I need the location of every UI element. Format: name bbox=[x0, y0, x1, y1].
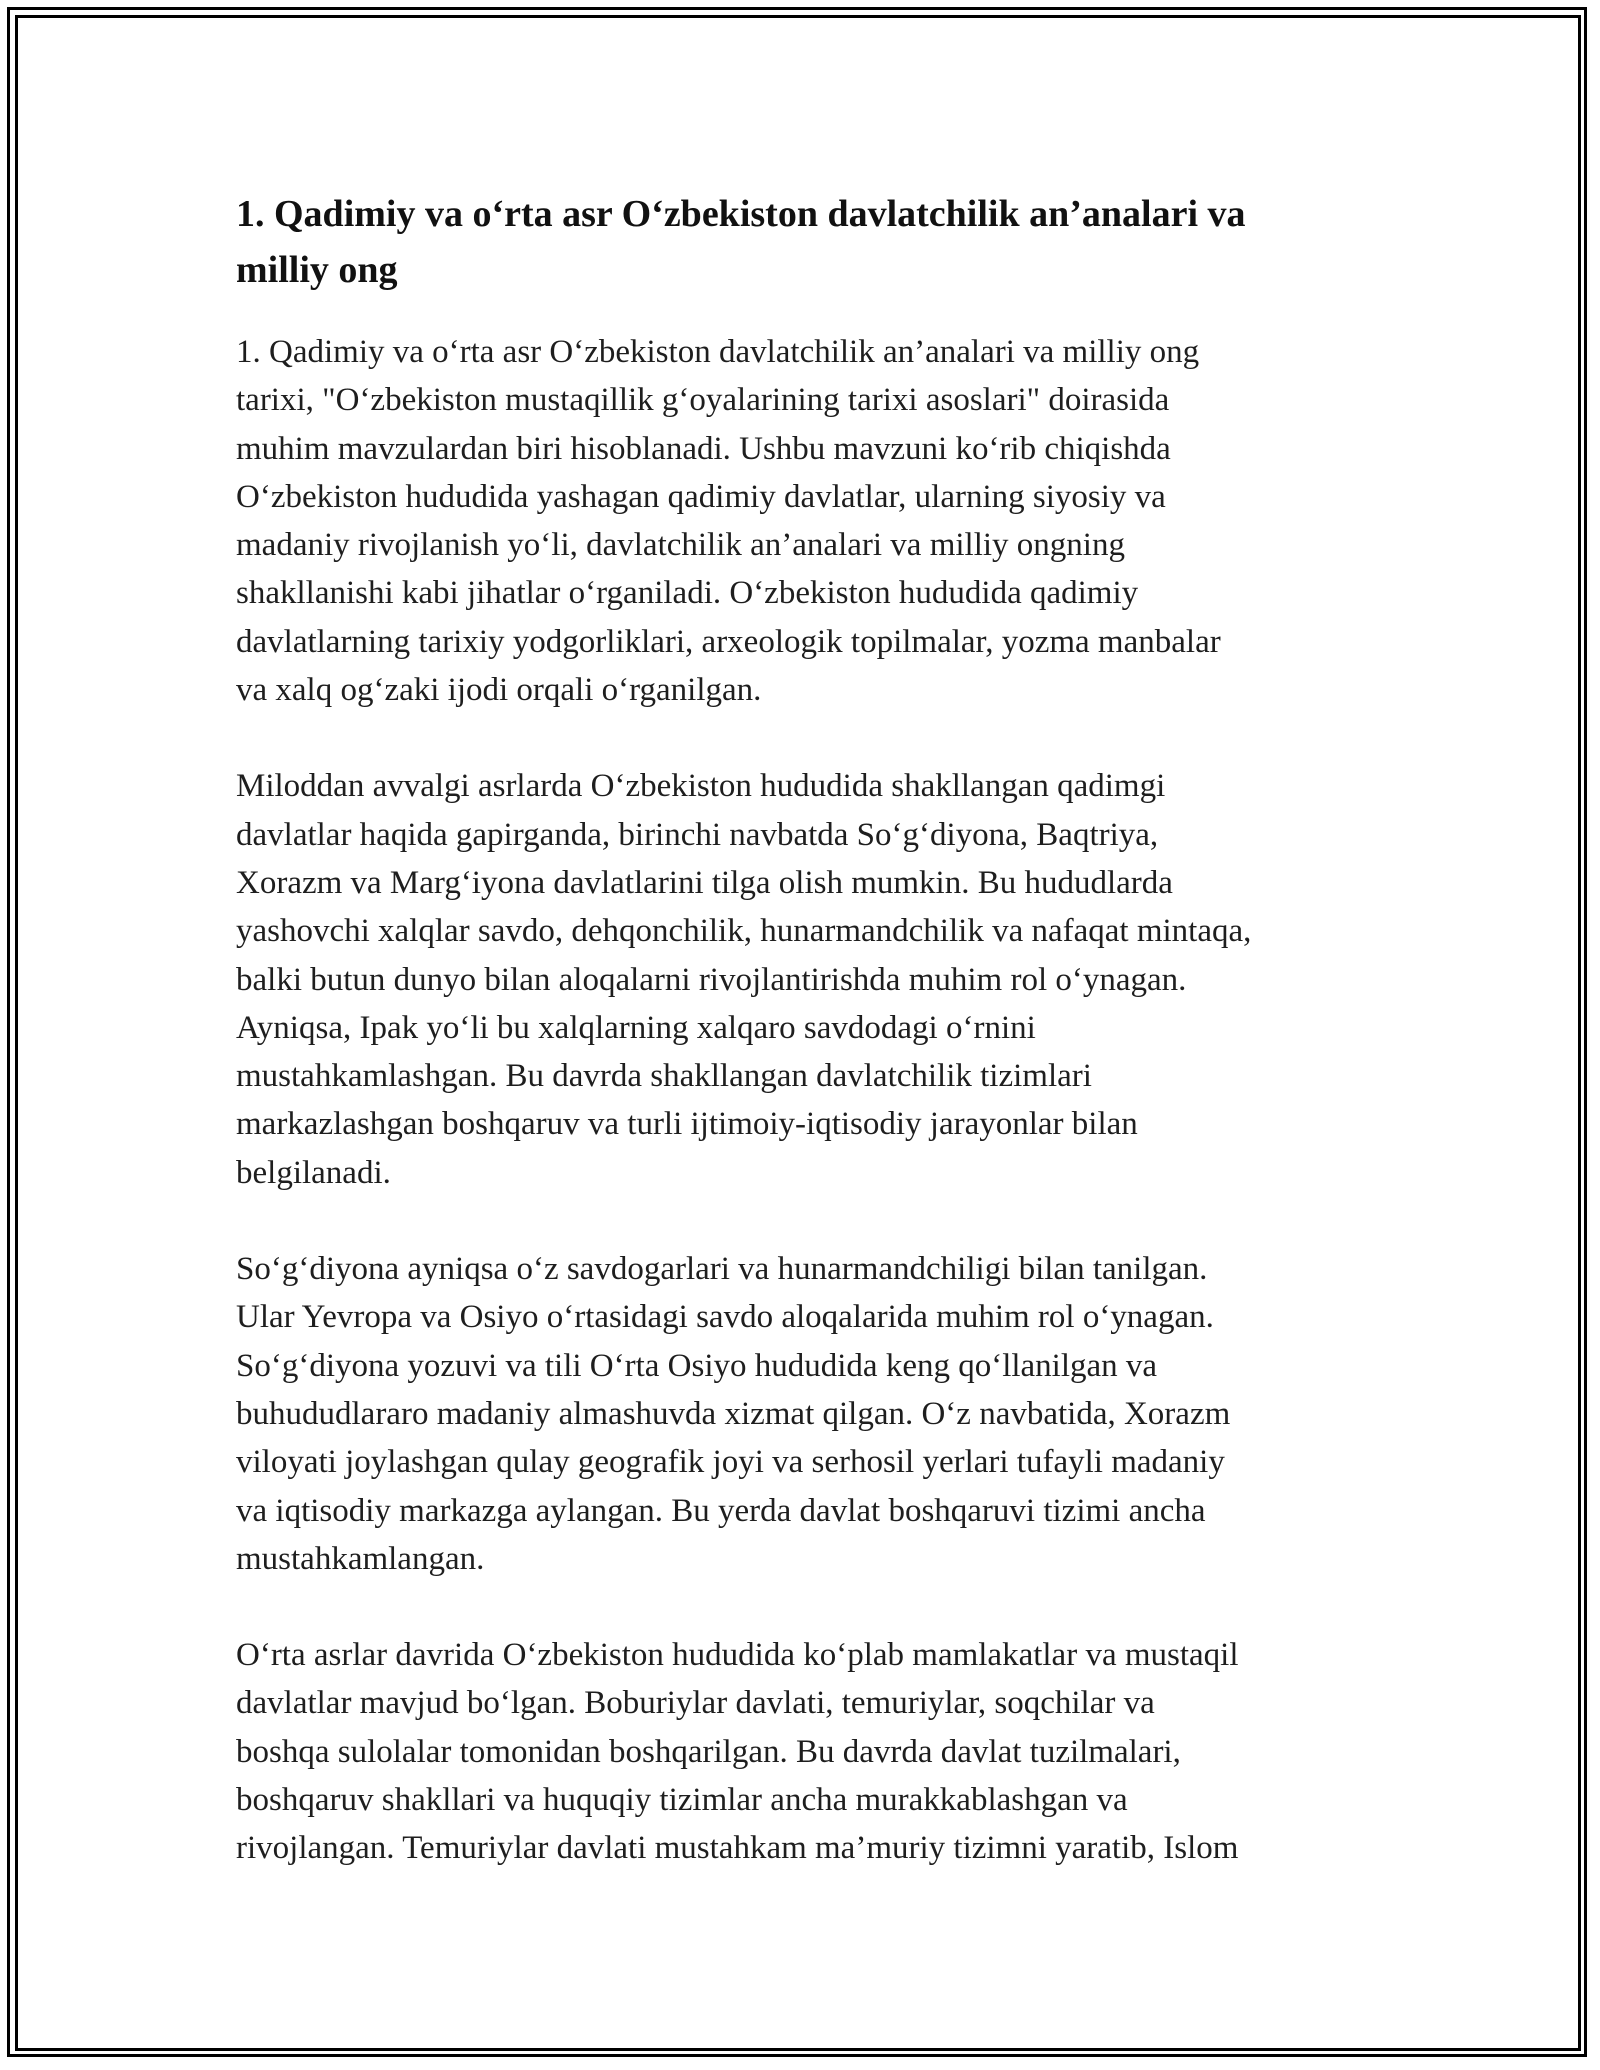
text-line: 1. Qadimiy va o‘rta asr O‘zbekiston davlatchilik an’analari va milliy ong bbox=[236, 334, 1200, 370]
text-line: rivojlangan. Temuriylar davlati mustahkam ma’muriy tizimni yaratib, Islom bbox=[236, 1830, 1239, 1867]
text-line: O‘zbekiston hududida yashagan qadimiy davlatlar, ularning siyosiy va bbox=[236, 478, 1166, 515]
text-line: viloyati joylashgan qulay geografik joyi va serhosil yerlari tufayli madaniy bbox=[236, 1444, 1225, 1481]
text-line: So‘g‘diyona ayniqsa o‘z savdogarlari va hunarmandchiligi bilan tanilgan. bbox=[236, 1251, 1208, 1288]
text-line: muhim mavzulardan biri hisoblanadi. Ushbu mavzuni ko‘rib chiqishda bbox=[236, 430, 1171, 467]
text-line: boshqaruv shakllari va huquqiy tizimlar ancha murakkablashgan va bbox=[236, 1782, 1128, 1819]
text-line: balki butun dunyo bilan aloqalarni rivojlantirishda muhim rol o‘ynagan. bbox=[236, 961, 1187, 998]
text-line: yashovchi xalqlar savdo, dehqonchilik, hunarmandchilik va nafaqat mintaqa, bbox=[236, 913, 1252, 950]
paragraph bbox=[236, 328, 1376, 714]
text-line: Ular Yevropa va Osiyo o‘rtasidagi savdo aloqalarida muhim rol o‘ynagan. bbox=[236, 1299, 1214, 1336]
text-line: va iqtisodiy markazga aylangan. Bu yerda davlat boshqaruvi tizimi ancha bbox=[236, 1492, 1206, 1529]
text-line: davlatlar haqida gapirganda, birinchi navbatda So‘g‘diyona, Baqtriya, bbox=[236, 816, 1159, 853]
text-line: tarixi, "O‘zbekiston mustaqillik g‘oyalarining tarixi asoslari" doirasida bbox=[236, 382, 1170, 419]
text-line: davlatlar mavjud bo‘lgan. Boburiylar davlati, temuriylar, soqchilar va bbox=[236, 1685, 1155, 1722]
title-line: 1. Qadimiy va o‘rta asr O‘zbekiston davlatchilik an’analari va bbox=[236, 193, 1246, 235]
text-line: buhududlararo madaniy almashuvda xizmat qilgan. O‘z navbatida, Xorazm bbox=[236, 1395, 1231, 1432]
paragraph bbox=[236, 762, 1376, 1197]
document-body bbox=[236, 328, 1376, 1873]
paragraph bbox=[236, 1631, 1376, 1872]
text-line: Ayniqsa, Ipak yo‘li bu xalqlarning xalqaro savdodagi o‘rnini bbox=[236, 1009, 1036, 1046]
text-line: Miloddan avvalgi asrlarda O‘zbekiston hududida shakllangan qadimgi bbox=[236, 768, 1166, 805]
text-line: davlatlarning tarixiy yodgorliklari, arxeologik topilmalar, yozma manbalar bbox=[236, 623, 1221, 660]
text-line: shakllanishi kabi jihatlar o‘rganiladi. O‘zbekiston hududida qadimiy bbox=[236, 575, 1139, 612]
text-line: Xorazm va Marg‘iyona davlatlarini tilga olish mumkin. Bu hududlarda bbox=[236, 864, 1173, 901]
text-line: belgilanadi. bbox=[236, 1154, 391, 1191]
text-line: madaniy rivojlanish yo‘li, davlatchilik an’analari va milliy ongning bbox=[236, 527, 1125, 564]
text-line: So‘g‘diyona yozuvi va tili O‘rta Osiyo hududida keng qo‘llanilgan va bbox=[236, 1347, 1158, 1384]
text-line: markazlashgan boshqaruv va turli ijtimoiy-iqtisodiy jarayonlar bilan bbox=[236, 1106, 1138, 1143]
document-title bbox=[236, 186, 1376, 298]
title-line: milliy ong bbox=[236, 249, 398, 291]
text-line: boshqa sulolalar tomonidan boshqarilgan. Bu davrda davlat tuzilmalari, bbox=[236, 1733, 1181, 1770]
text-line: va xalq og‘zaki ijodi orqali o‘rganilgan. bbox=[236, 672, 762, 709]
paragraph bbox=[236, 1245, 1376, 1583]
text-line: mustahkamlashgan. Bu davrda shakllangan davlatchilik tizimlari bbox=[236, 1058, 1092, 1095]
document-page bbox=[236, 186, 1376, 1921]
text-line: mustahkamlangan. bbox=[236, 1540, 485, 1577]
text-line: O‘rta asrlar davrida O‘zbekiston hududida ko‘plab mamlakatlar va mustaqil bbox=[236, 1637, 1239, 1674]
